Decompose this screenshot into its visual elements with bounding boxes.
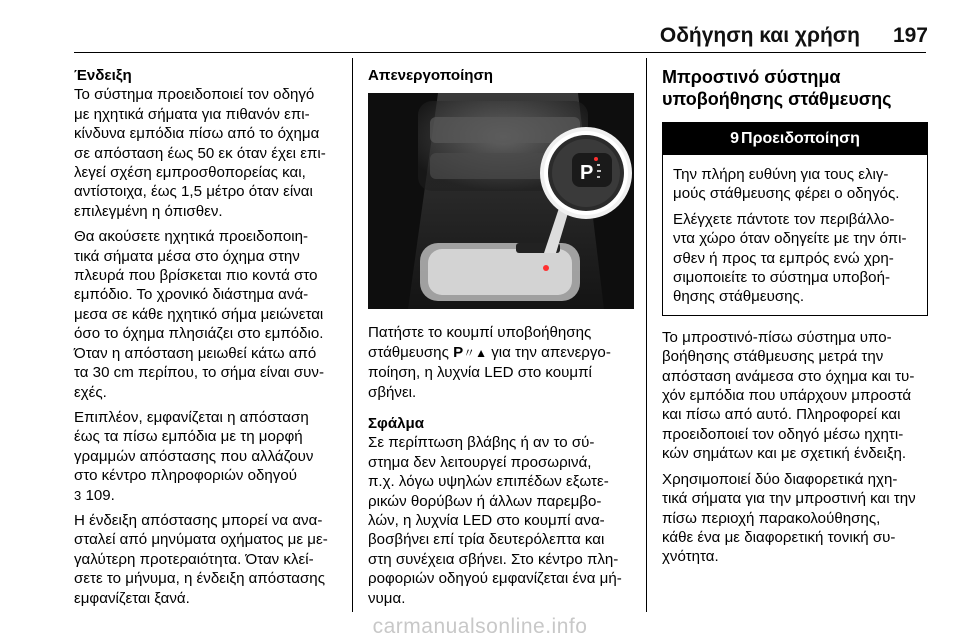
text-line: τα 30 cm περίπου, το σήμα είναι συν‐ (74, 364, 324, 382)
header-rule (74, 52, 926, 53)
text-line: αντίστοιχα, έως 1,5 μέτρο όταν είναι (74, 183, 313, 201)
parking-assist-symbol-icon: P (453, 343, 464, 361)
text-line: Όταν η απόσταση μειωθεί κάτω από (74, 344, 317, 362)
paragraph-indication-3 (74, 408, 346, 505)
text-line: γραμμών απόστασης που αλλάζουν (74, 447, 314, 465)
text-line: ροφοριών οδηγού εμφανίζεται ένα μή‐ (368, 570, 622, 588)
text-line: σθεν ή προς τα εμπρός ενώ χρη‐ (673, 249, 894, 267)
heading-line: υποβοήθησης στάθμευσης (662, 89, 892, 109)
column-divider-1 (352, 58, 353, 612)
text-line: στημα δεν λειτουργεί προσωρινά, (368, 453, 592, 471)
text-line: λών, η λυχνία LED στο κουμπί ανα‐ (368, 512, 605, 530)
text-line: ποίηση, η λυχνία LED στο κουμπί (368, 364, 592, 382)
heading-line: Μπροστινό σύστημα (662, 67, 841, 87)
button-label: P (580, 162, 594, 185)
section-heading-deactivation: Απενεργοποίηση (368, 67, 494, 84)
text-line: λεγεί σχέση εμπροσθοπορείας και, (74, 164, 306, 182)
text-line: όσο το όχημα πλησιάζει στο εμπόδιο. (74, 325, 324, 343)
text-line: βοήθησης στάθμευσης μετρά την (662, 348, 884, 366)
paragraph-indication-4 (74, 511, 346, 608)
text-line: ρικών θορύβων ή άλλων παρεμβο‐ (368, 492, 602, 510)
parking-assist-button-photo (368, 93, 634, 309)
running-header-title: Οδήγηση και χρήση (659, 24, 860, 47)
text-line: χόν εμπόδια που υπάρχουν μπροστά (662, 387, 912, 405)
column-2 (368, 66, 636, 608)
text-line: στο κέντρο πληροφοριών οδηγού (74, 467, 297, 485)
column-3 (662, 66, 928, 567)
text-line: νυμα. (368, 589, 406, 607)
section-heading-front-assist (662, 66, 928, 110)
text-line: απόσταση ανάμεσα στο όχημα και τυ‐ (662, 367, 915, 385)
warning-box (662, 122, 928, 316)
paragraph-indication-1 (74, 85, 346, 221)
text-line: σταλεί από μηνύματα οχήματος με με‐ (74, 531, 328, 549)
text-line: κάθε ένα με διαφορετική τονική συ‐ (662, 528, 896, 546)
paragraph-indication-2 (74, 227, 346, 402)
text-line: κών σημάτων και με σχετική ένδειξη. (662, 445, 907, 463)
text-line: έως τα πίσω εμπόδια με τη μορφή (74, 428, 303, 446)
warning-body (663, 155, 927, 315)
text-line: Επιπλέον, εμφανίζεται η απόσταση (74, 408, 309, 426)
text-line: Πατήστε το κουμπί υποβοήθησης (368, 324, 592, 342)
section-heading-fault: Σφάλμα (368, 415, 425, 433)
text-line: Σε περίπτωση βλάβης ή αν το σύ‐ (368, 434, 595, 452)
paragraph-deactivation (368, 323, 636, 402)
paragraph-front-assist-1 (662, 328, 928, 464)
page-number: 197 (892, 24, 928, 47)
text-line: τικά σήματα για την μπροστινή και την (662, 490, 916, 508)
text-line: π.χ. λόγω υψηλών επιπέδων εξωτε‐ (368, 473, 609, 491)
text-line: Ελέγχετε πάντοτε τον περιβάλλο‐ (673, 210, 895, 228)
text-line: πίσω περιοχή παρακολούθησης, (662, 509, 881, 527)
text-line: και πίσω από αυτό. Πληροφορεί και (662, 406, 901, 424)
text-line: βοσβήνει επί τρία δευτερόλεπτα και (368, 531, 605, 549)
text-line: σετε το μήνυμα, η ένδειξη απόστασης (74, 570, 325, 588)
cross-reference-page: 109. (85, 486, 115, 504)
text-line: Η ένδειξη απόστασης μπορεί να ανα‐ (74, 511, 323, 529)
text-line: σε απόσταση έως 50 εκ όταν έχει επι‐ (74, 144, 326, 162)
text-line: με ηχητικά σήματα για πιθανόν επι‐ (74, 105, 310, 123)
text-line: εμπόδιο. Το χρονικό διάστημα ανά‐ (74, 286, 309, 304)
text-line: μούς στάθμευσης φέρει ο οδηγός. (673, 185, 900, 203)
parking-sensor-waves-icon: 〃▲ (463, 345, 488, 360)
text-line: στη συνέχεια σβήνει. Στο κέντρο πλη‐ (368, 550, 619, 568)
column-1 (74, 66, 346, 608)
text-line: γαλύτερη προτεραιότητα. Όταν κλεί‐ (74, 550, 314, 568)
text-line: σιμοποιείτε το σύστημα υποβοή‐ (673, 269, 891, 287)
text-line: θησης στάθμευσης. (673, 288, 805, 306)
text-line: κίνδυνα εμπόδια πίσω από το όχημα (74, 125, 320, 143)
cross-reference-arrow-icon: 3 (74, 487, 82, 503)
text-line: ντα χώρο όταν οδηγείτε με την όπι‐ (673, 230, 907, 248)
section-heading-indication: Ένδειξη (74, 67, 132, 84)
watermark: carmanualsonline.info (372, 615, 588, 638)
text-line: τικά σήματα μέσα στο όχημα στην (74, 247, 300, 265)
text-line: επιλεγμένη η όπισθεν. (74, 202, 223, 220)
warning-title: Προειδοποίηση (741, 130, 860, 147)
text-line: εχές. (74, 383, 107, 401)
column-divider-2 (646, 58, 647, 612)
text-line: Το σύστημα προειδοποιεί τον οδηγό (74, 86, 315, 104)
text-line: Το μπροστινό-πίσω σύστημα υπο‐ (662, 328, 892, 346)
paragraph-front-assist-2 (662, 470, 928, 567)
text-line: προειδοποιεί τον οδηγό μέσω ηχητι‐ (662, 425, 904, 443)
text-line: μεσα σε κάθε ηχητικό σήμα μειώνεται (74, 305, 324, 323)
text-line: Χρησιμοποιεί δύο διαφορετικά ηχη‐ (662, 470, 898, 488)
text-line: Θα ακούσετε ηχητικά προειδοποιη‐ (74, 228, 309, 246)
text-span: στάθμευσης (368, 343, 449, 361)
text-line: σβήνει. (368, 383, 417, 401)
text-line: εμφανίζεται ξανά. (74, 589, 190, 607)
cross-reference-link[interactable] (74, 486, 346, 505)
text-line: πλευρά που βρίσκεται πιο κοντά στο (74, 267, 318, 285)
text-span: για την απενεργο‐ (491, 343, 611, 361)
text-line: χνότητα. (662, 548, 719, 566)
text-line: Την πλήρη ευθύνη για τους ελιγ‐ (673, 166, 889, 183)
console-illustration (368, 93, 634, 309)
warning-header (663, 123, 927, 155)
warning-triangle-icon: 9 (730, 130, 740, 147)
paragraph-fault (368, 433, 636, 608)
